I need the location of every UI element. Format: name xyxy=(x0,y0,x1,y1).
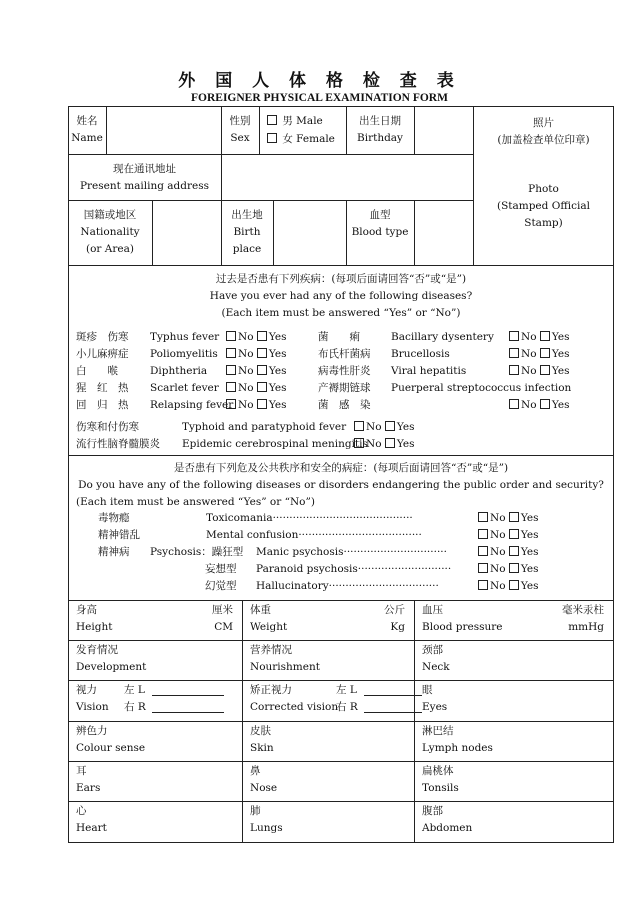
no-checkbox[interactable] xyxy=(226,331,236,341)
exam-label-en: Development xyxy=(76,661,147,673)
disorders-note: (Each item must be answered “Yes” or “No”) xyxy=(76,496,315,508)
yes-checkbox[interactable] xyxy=(257,365,267,375)
no-checkbox[interactable] xyxy=(478,546,488,556)
no-checkbox[interactable] xyxy=(509,399,519,409)
no-checkbox[interactable] xyxy=(478,529,488,539)
unit-label-en: CM xyxy=(214,621,233,633)
exam-label-cn: 肺 xyxy=(250,805,261,817)
typhoid-label-cn: 伤寒和付伤寒 xyxy=(76,421,139,433)
disease-label-en: Typhus fever xyxy=(150,331,220,343)
unit-label-cn: 厘米 xyxy=(212,604,233,616)
disease-answer[interactable]: No Yes xyxy=(226,329,286,346)
disease-label-cn: 病毒性肝炎 xyxy=(318,365,371,377)
exam-label-en: Corrected vision xyxy=(250,701,339,713)
form-title-cn: 外 国 人 体 格 检 查 表 xyxy=(178,71,461,91)
birthday-label-en: Birthday xyxy=(357,132,403,144)
male-checkbox[interactable] xyxy=(267,115,277,125)
disease-answer[interactable]: No Yes xyxy=(509,397,569,414)
no-checkbox[interactable] xyxy=(478,563,488,573)
photo-area[interactable] xyxy=(474,107,613,265)
female-option[interactable]: 女 Female xyxy=(267,131,335,148)
exam-label-cn: 耳 xyxy=(76,765,87,777)
exam-label-en: Lymph nodes xyxy=(422,742,493,754)
disorder-answer[interactable]: No Yes xyxy=(478,510,538,527)
yes-checkbox[interactable] xyxy=(540,399,550,409)
no-checkbox[interactable] xyxy=(226,399,236,409)
disease-label-cn: 白 喉 xyxy=(76,365,118,377)
no-checkbox[interactable] xyxy=(354,421,364,431)
exam-label-en: Colour sense xyxy=(76,742,146,754)
disorder-label-en: Toxicomania·········································· xyxy=(206,512,413,524)
meningitis-label-cn: 流行性脑脊髓膜炎 xyxy=(76,438,160,450)
exam-label-cn: 辨色力 xyxy=(76,725,108,737)
disease-answer[interactable]: No Yes xyxy=(226,346,286,363)
disorders-question-en: Do you have any of the following diseases or disorders endangering the public order and security? xyxy=(78,479,604,491)
disease-label-cn: 小儿麻痹症 xyxy=(76,348,129,360)
name-field[interactable] xyxy=(107,107,220,154)
birthday-field[interactable] xyxy=(415,107,472,154)
address-label-cn: 现在通讯地址 xyxy=(113,163,176,175)
exam-label-en: Tonsils xyxy=(422,782,459,794)
exam-label-en: Heart xyxy=(76,822,107,834)
yes-checkbox[interactable] xyxy=(385,438,395,448)
exam-label-cn: 营养情况 xyxy=(250,644,292,656)
disorder-answer[interactable]: No Yes xyxy=(478,561,538,578)
blood-label-cn: 血型 xyxy=(369,209,391,221)
address-field[interactable] xyxy=(222,155,472,200)
disorder-label-en: Hallucinatory································· xyxy=(256,580,439,592)
exam-label-cn: 身高 xyxy=(76,604,97,616)
photo-label-en: Photo xyxy=(528,183,559,195)
exam-label-cn: 血压 xyxy=(422,604,443,616)
blood-label-en: Blood type xyxy=(351,226,409,238)
photo-stamp-en: (Stamped Official xyxy=(496,200,590,212)
yes-checkbox[interactable] xyxy=(509,580,519,590)
unit-label-cn: 毫米汞柱 xyxy=(562,604,604,616)
disease-label-cn: 布氏杆菌病 xyxy=(318,348,371,360)
psychosis-type-label: Psychosis：躁狂型 xyxy=(150,546,244,558)
history-question-cn: 过去是否患有下列疾病：(每项后面请回答“否”或“是”) xyxy=(215,273,467,285)
yes-checkbox[interactable] xyxy=(540,331,550,341)
disorder-label-en: Manic psychosis······························· xyxy=(256,546,447,558)
birthplace-field[interactable] xyxy=(274,201,345,265)
unit-label-cn: 公斤 xyxy=(384,604,405,616)
nationality-label-cn: 国籍或地区 xyxy=(83,209,137,221)
disease-label-cn: 菌 感 染 xyxy=(318,399,371,411)
vision-right-field[interactable] xyxy=(152,702,224,713)
typhoid-answer[interactable]: No Yes xyxy=(354,419,414,436)
disease-label-en: Brucellosis xyxy=(391,348,450,360)
yes-checkbox[interactable] xyxy=(509,512,519,522)
vision-left-label: 左 L xyxy=(124,684,145,696)
exam-label-cn: 鼻 xyxy=(250,765,261,777)
name-label-en: Name xyxy=(71,132,103,144)
sex-label-cn: 性别 xyxy=(229,115,251,127)
photo-seal-cn: (加盖检查单位印章) xyxy=(497,134,590,146)
birthplace-label-en: Birth xyxy=(233,226,261,238)
no-checkbox[interactable] xyxy=(226,382,236,392)
disease-answer[interactable]: No Yes xyxy=(226,380,286,397)
exam-label-cn: 皮肤 xyxy=(250,725,271,737)
male-option[interactable]: 男 Male xyxy=(267,113,323,130)
disease-label-en: Scarlet fever xyxy=(150,382,219,394)
yes-checkbox[interactable] xyxy=(540,365,550,375)
nationality-label-en: Nationality xyxy=(80,226,140,238)
exam-label-en: Weight xyxy=(250,621,288,633)
blood-field[interactable] xyxy=(415,201,472,265)
disease-label-en: Bacillary dysentery xyxy=(391,331,494,343)
birthplace-label-cn: 出生地 xyxy=(231,209,263,221)
disease-answer[interactable]: No Yes xyxy=(509,329,569,346)
exam-label-en: Eyes xyxy=(422,701,448,713)
exam-label-cn: 体重 xyxy=(250,604,271,616)
sex-label-en: Sex xyxy=(230,132,250,144)
psychosis-type-label: 幻觉型 xyxy=(205,580,237,592)
yes-checkbox[interactable] xyxy=(257,382,267,392)
exam-label-cn: 眼 xyxy=(422,684,433,696)
no-checkbox[interactable] xyxy=(478,580,488,590)
name-label-cn: 姓名 xyxy=(76,115,98,127)
disorders-question-cn: 是否患有下列危及公共秩序和安全的病症：(每项后面请回答“否”或“是”) xyxy=(173,462,509,474)
no-checkbox[interactable] xyxy=(354,438,364,448)
yes-checkbox[interactable] xyxy=(257,331,267,341)
exam-label-en: Height xyxy=(76,621,113,633)
disorder-label-en: Mental confusion····································· xyxy=(206,529,422,541)
vision-right-label: 右 R xyxy=(336,701,358,713)
vision-left-label: 左 L xyxy=(336,684,357,696)
yes-checkbox[interactable] xyxy=(257,348,267,358)
nationality-field[interactable] xyxy=(153,201,220,265)
no-checkbox[interactable] xyxy=(226,348,236,358)
form-title-en: FOREIGNER PHYSICAL EXAMINATION FORM xyxy=(191,92,448,104)
female-checkbox[interactable] xyxy=(267,133,277,143)
history-question-en: Have you ever had any of the following diseases? xyxy=(209,290,473,302)
exam-label-en: Vision xyxy=(76,701,109,713)
exam-label-en: Blood pressure xyxy=(422,621,503,633)
disease-label-en: Puerperal streptococcus infection xyxy=(391,382,572,394)
meningitis-answer[interactable]: No Yes xyxy=(354,436,414,453)
disease-label-en: Diphtheria xyxy=(150,365,208,377)
yes-checkbox[interactable] xyxy=(540,348,550,358)
disorder-label-cn: 毒物瘾 xyxy=(98,512,130,524)
disorder-label-en: Paranoid psychosis···························· xyxy=(256,563,452,575)
disease-answer[interactable]: No Yes xyxy=(226,363,286,380)
exam-label-cn: 矫正视力 xyxy=(250,684,292,696)
exam-label-cn: 心 xyxy=(76,805,87,817)
disease-label-en: Relapsing fever xyxy=(150,399,234,411)
disease-answer[interactable]: No Yes xyxy=(509,363,569,380)
exam-label-en: Neck xyxy=(422,661,450,673)
photo-label-cn: 照片 xyxy=(533,117,554,129)
unit-label-en: Kg xyxy=(390,621,405,633)
disorder-answer[interactable]: No Yes xyxy=(478,578,538,595)
vision-right-label: 右 R xyxy=(124,701,146,713)
no-checkbox[interactable] xyxy=(509,348,519,358)
no-checkbox[interactable] xyxy=(478,512,488,522)
disorder-label-cn: 精神病 xyxy=(98,546,130,558)
disease-label-en: Poliomyelitis xyxy=(150,348,218,360)
exam-label-en: Abdomen xyxy=(422,822,473,834)
vision-right-field[interactable] xyxy=(364,702,422,713)
disease-answer[interactable]: No Yes xyxy=(509,346,569,363)
history-note: (Each item must be answered “Yes” or “No”) xyxy=(221,307,461,319)
exam-label-cn: 腹部 xyxy=(422,805,443,817)
psychosis-type-label: 妄想型 xyxy=(205,563,237,575)
exam-label-cn: 视力 xyxy=(76,684,97,696)
meningitis-label-en: Epidemic cerebrospinal meningitis xyxy=(182,438,368,450)
yes-checkbox[interactable] xyxy=(257,399,267,409)
exam-label-cn: 发育情况 xyxy=(76,644,118,656)
birthplace-label-en2: place xyxy=(232,243,262,255)
disorder-label-cn: 精神错乱 xyxy=(98,529,140,541)
nationality-area-en: (or Area) xyxy=(86,243,134,255)
exam-label-cn: 扁桃体 xyxy=(422,765,454,777)
vision-left-field[interactable] xyxy=(364,685,422,696)
yes-checkbox[interactable] xyxy=(385,421,395,431)
disease-label-cn: 回 归 热 xyxy=(76,399,129,411)
disease-answer[interactable]: No Yes xyxy=(226,397,286,414)
no-checkbox[interactable] xyxy=(509,331,519,341)
yes-checkbox[interactable] xyxy=(509,529,519,539)
exam-label-en: Nose xyxy=(250,782,278,794)
exam-label-en: Ears xyxy=(76,782,101,794)
disease-label-cn: 菌 痢 xyxy=(318,331,360,343)
photo-stamp-en2: Stamp) xyxy=(524,217,563,229)
unit-label-en: mmHg xyxy=(568,621,604,633)
exam-label-en: Skin xyxy=(250,742,274,754)
no-checkbox[interactable] xyxy=(509,365,519,375)
yes-checkbox[interactable] xyxy=(509,563,519,573)
disease-label-cn: 斑疹 伤寒 xyxy=(76,331,129,343)
exam-label-cn: 淋巴结 xyxy=(422,725,454,737)
disease-label-cn: 猩 红 热 xyxy=(76,382,129,394)
address-label-en: Present mailing address xyxy=(79,180,210,192)
exam-label-cn: 颈部 xyxy=(422,644,443,656)
exam-label-en: Lungs xyxy=(250,822,283,834)
disease-label-cn: 产褥期链球 xyxy=(318,382,371,394)
vision-left-field[interactable] xyxy=(152,685,224,696)
disorder-answer[interactable]: No Yes xyxy=(478,527,538,544)
yes-checkbox[interactable] xyxy=(509,546,519,556)
birthday-label-cn: 出生日期 xyxy=(359,115,401,127)
disorder-answer[interactable]: No Yes xyxy=(478,544,538,561)
no-checkbox[interactable] xyxy=(226,365,236,375)
exam-label-en: Nourishment xyxy=(250,661,320,673)
disease-label-en: Viral hepatitis xyxy=(391,365,467,377)
typhoid-label-en: Typhoid and paratyphoid fever xyxy=(182,421,347,433)
